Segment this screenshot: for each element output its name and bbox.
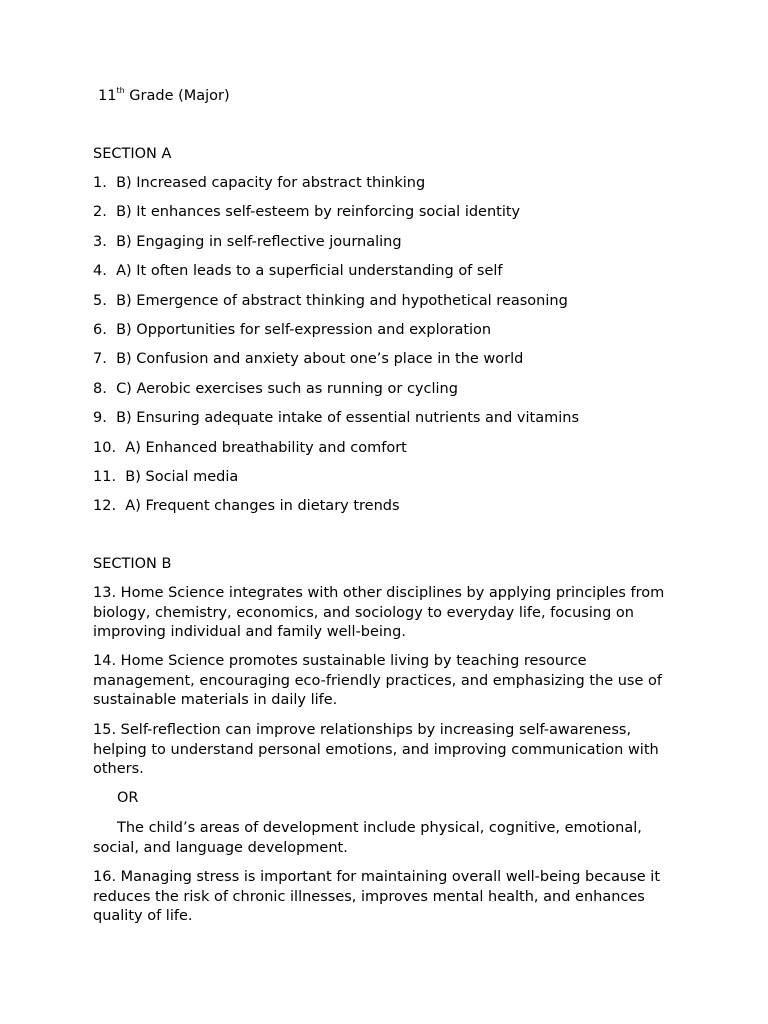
item-text: A) Enhanced breathability and comfort [125,439,407,456]
item-text: B) Social media [125,468,239,485]
list-item [93,291,579,311]
answer-16: 16. Managing stress is important for maintaining overall well-being because it reduces the risk of chronic illnesses, improves mental health, and enhances quality of life. [93,869,661,925]
list-item [93,320,579,340]
item-text: A) Frequent changes in dietary trends [125,498,400,515]
answer-15: 15. Self-reflection can improve relationships by increasing self-awareness, helping to understand personal emotions, and improving communication with others. [93,722,659,778]
list-item [93,438,579,458]
item-number: 9. [93,410,107,427]
item-number: 6. [93,321,107,338]
list-item [93,202,579,222]
list-item [93,349,579,369]
item-number: 12. [93,498,117,515]
grade-superscript: th [116,86,125,95]
item-text: B) Increased capacity for abstract thinking [116,175,426,191]
page-title [98,86,230,108]
item-text: B) Ensuring adequate intake of essential nutrients and vitamins [116,410,580,427]
item-number: 11. [93,468,117,485]
answer-13: 13. Home Science integrates with other disciplines by applying principles from biology, chemistry, economics, and sociology to everyday life, focusing on improving individual and family well-being. [93,585,665,641]
list-item [93,467,579,487]
section-a-heading: SECTION A [93,146,172,162]
answer-14: 14. Home Science promotes sustainable living by teaching resource management, encouraging eco-friendly practices, and emphasizing the use of sustainable materials in daily life. [93,653,662,709]
item-text: B) Engaging in self-reflective journaling [116,233,402,250]
item-text: C) Aerobic exercises such as running or cycling [116,380,458,397]
item-number: 3. [93,233,107,250]
list-item [93,496,579,516]
item-number: 4. [93,263,107,280]
or-label: OR [117,790,139,806]
grade-number: 11 [98,88,117,104]
item-number: 7. [93,351,107,368]
item-text: B) Confusion and anxiety about one’s place in the world [116,351,524,368]
section-a-answer-list [93,173,579,526]
grade-label: Grade (Major) [124,88,230,104]
list-item [93,232,579,252]
list-item [93,379,579,399]
list-item [93,408,579,428]
section-b-heading: SECTION B [93,556,172,572]
item-number: 10. [93,439,117,456]
list-item [93,261,579,281]
item-text: B) Opportunities for self-expression and exploration [116,321,492,338]
list-item [93,173,579,193]
item-text: B) Emergence of abstract thinking and hypothetical reasoning [116,292,568,309]
item-number: 1. [93,175,107,191]
answer-15-alternative: The child’s areas of development include physical, cognitive, emotional, social, and language development. [93,820,642,856]
item-text: B) It enhances self-esteem by reinforcing social identity [116,204,521,221]
item-number: 8. [93,380,107,397]
item-text: A) It often leads to a superficial understanding of self [116,263,503,280]
item-number: 2. [93,204,107,221]
item-number: 5. [93,292,107,309]
